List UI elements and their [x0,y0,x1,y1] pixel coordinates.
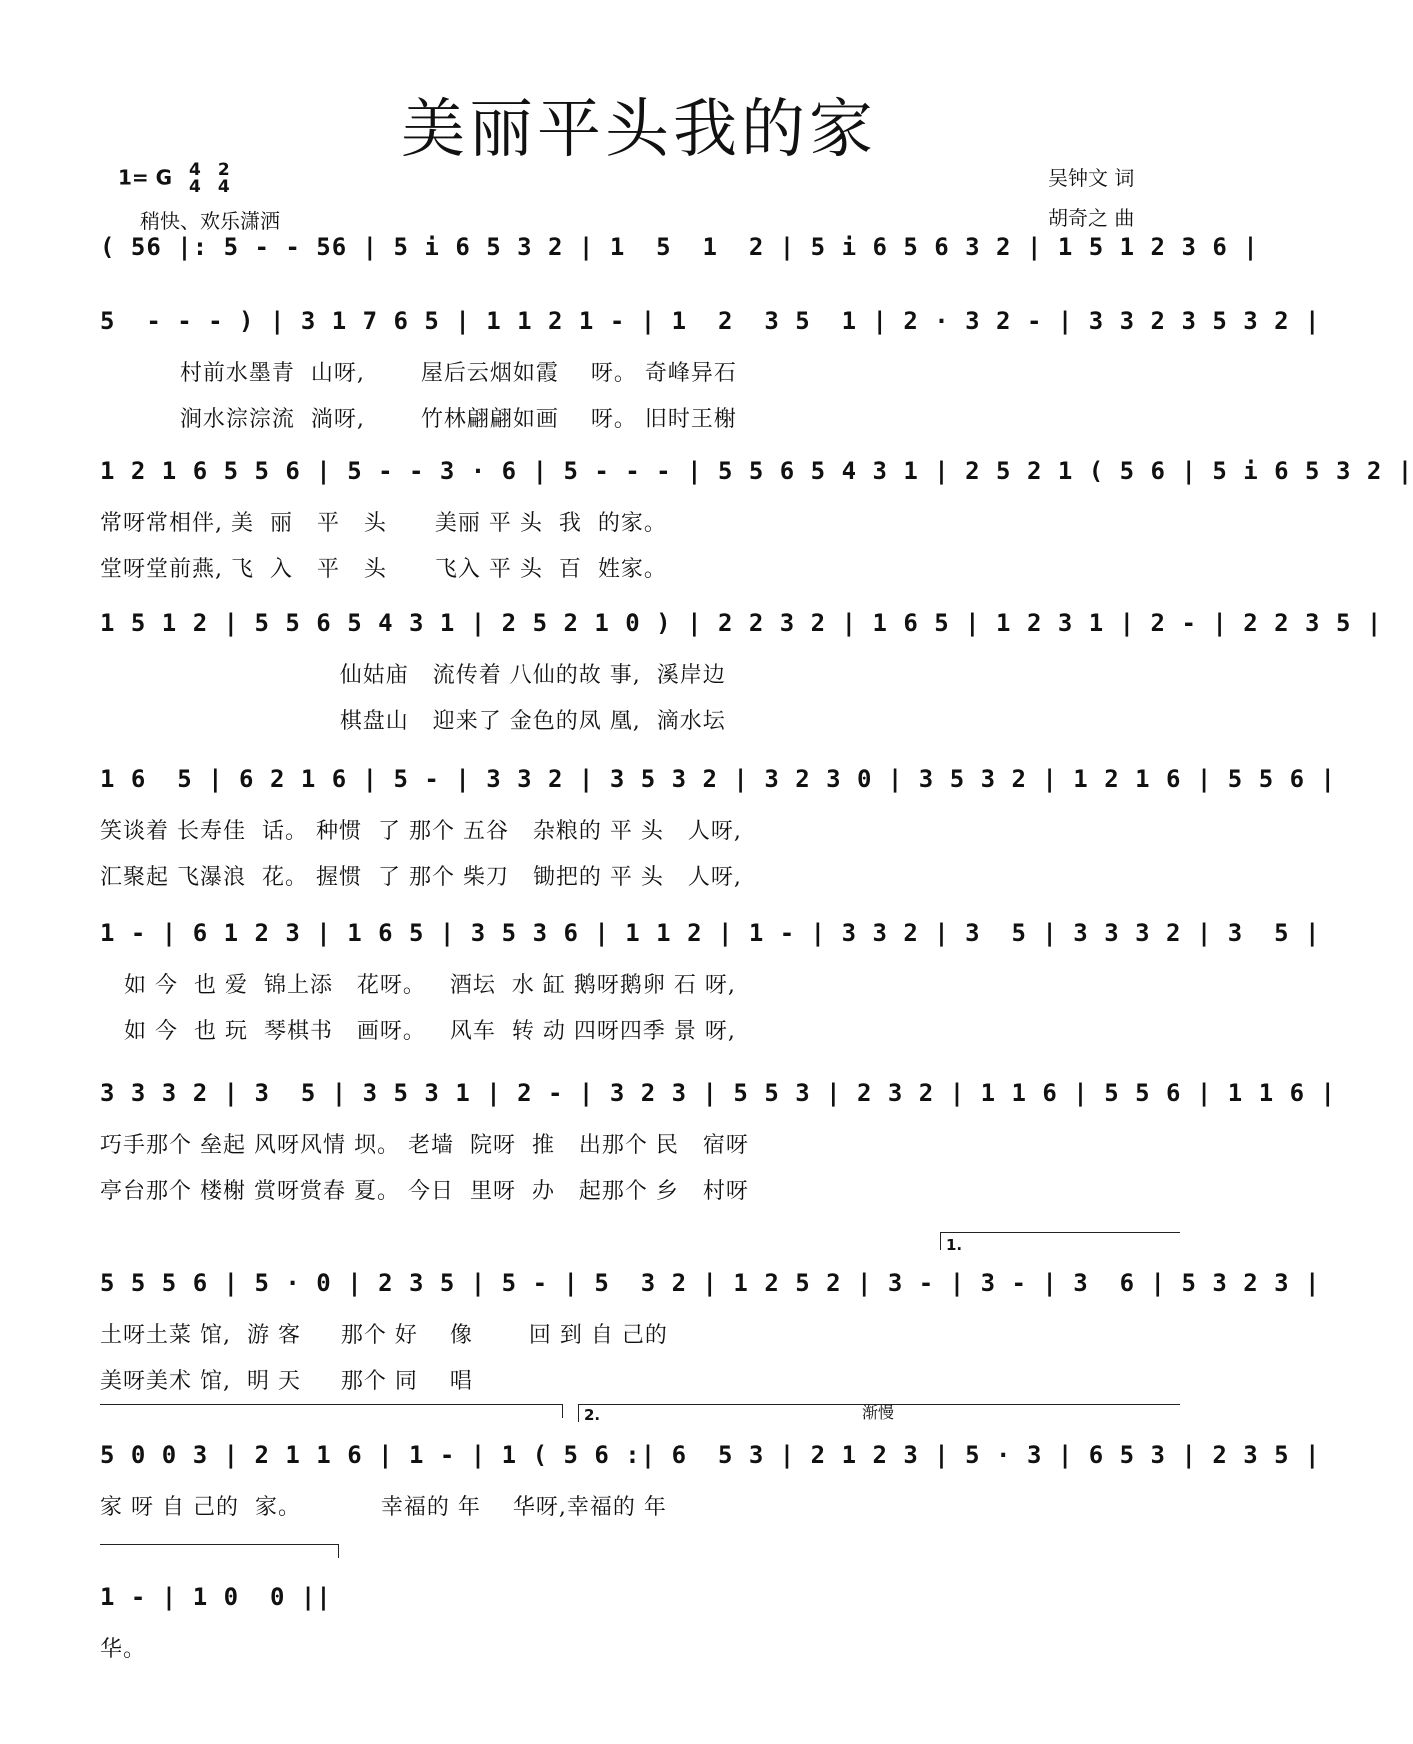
notation-line: 1 2 1 6 5 5 6 | 5 - - 3 · 6 | 5 - - - | 5 5 6 5 4 3 1 | 2 5 2 1 ( 5 6 | 5 i 6 5 3 2 | [100,457,1413,485]
lyrics-verse-1: 土呀土菜 馆, 游 客 那个 好 像 回 到 自 己的 [100,1323,668,1348]
lyrics-verse-1: 巧手那个 垒起 风呀风情 坝。 老墙 院呀 推 出那个 民 宿呀 [100,1133,749,1158]
page-title: 美丽平头我的家 [401,93,877,167]
volta-label-2: 2. [584,1406,601,1424]
notation-line: 5 5 5 6 | 5 · 0 | 2 3 5 | 5 - | 5 3 2 | 1 2 5 2 | 3 - | 3 - | 3 6 | 5 3 2 3 | [100,1269,1321,1297]
lyrics-verse-2: 堂呀堂前燕, 飞 入 平 头 飞入 平 头 百 姓家。 [100,557,667,582]
notation-line: 1 6 5 | 6 2 1 6 | 5 - | 3 3 2 | 3 5 3 2 | 3 2 3 0 | 3 5 3 2 | 1 2 1 6 | 5 5 6 | [100,765,1336,793]
notation-line: 1 5 1 2 | 5 5 6 5 4 3 1 | 2 5 2 1 0 ) | 2 2 3 2 | 1 6 5 | 1 2 3 1 | 2 - | 2 2 3 5 | [100,609,1383,637]
lyrics-verse-2: 棋盘山 迎来了 金色的凤 凰, 滴水坛 [100,709,726,734]
volta-end-line [100,1404,562,1405]
volta-bracket-1 [940,1232,1180,1233]
lyrics-verse-1: 华。 [100,1637,147,1662]
lyrics-verse-1: 村前水墨青 山呀, 屋后云烟如霞 呀。 奇峰异石 [100,361,737,386]
lyrics-verse-2: 汇聚起 飞瀑浪 花。 握惯 了 那个 柴刀 锄把的 平 头 人呀, [100,865,742,890]
notation-line: 5 0 0 3 | 2 1 1 6 | 1 - | 1 ( 5 6 :| 6 5 3 | 2 1 2 3 | 5 · 3 | 6 5 3 | 2 3 5 | [100,1441,1321,1469]
tie-line-edge [338,1544,339,1558]
time-signature-2: 2 4 [217,160,230,197]
lyrics-verse-2: 涧水淙淙流 淌呀, 竹林翩翩如画 呀。 旧时王榭 [100,407,737,432]
notation-line: 3 3 3 2 | 3 5 | 3 5 3 1 | 2 - | 3 2 3 | 5 5 3 | 2 3 2 | 1 1 6 | 5 5 6 | 1 1 6 | [100,1079,1336,1107]
lyrics-verse-2: 亭台那个 楼榭 赏呀赏春 夏。 今日 里呀 办 起那个 乡 村呀 [100,1179,749,1204]
lyrics-verse-2: 美呀美术 馆, 明 天 那个 同 唱 [100,1369,473,1394]
lyrics-verse-1: 家 呀 自 己的 家。 幸福的 年 华呀,幸福的 年 [100,1495,667,1520]
volta-bracket-1-edge [940,1232,941,1250]
lyrics-verse-2: 如 今 也 玩 琴棋书 画呀。 风车 转 动 四呀四季 景 呀, [100,1019,736,1044]
volta-end-line-edge [562,1404,563,1418]
lyrics-verse-1: 仙姑庙 流传着 八仙的故 事, 溪岸边 [100,663,726,688]
ritardando-marking: 渐慢 [862,1403,895,1422]
key-label: 1= G [118,165,173,190]
lyricist-credit: 吴钟文 词 [1048,166,1135,190]
notation-line: ( 56 |: 5 - - 56 | 5 i 6 5 3 2 | 1 5 1 2 | 5 i 6 5 6 3 2 | 1 5 1 2 3 6 | [100,233,1259,261]
lyrics-verse-1: 如 今 也 爱 锦上添 花呀。 酒坛 水 缸 鹅呀鹅卵 石 呀, [100,973,736,998]
tie-line [100,1544,338,1545]
volta-label-1: 1. [946,1236,963,1254]
notation-line: 1 - | 6 1 2 3 | 1 6 5 | 3 5 3 6 | 1 1 2 | 1 - | 3 3 2 | 3 5 | 3 3 3 2 | 3 5 | [100,919,1321,947]
volta-bracket-2-edge [578,1404,579,1422]
key-signature [118,162,230,196]
composer-credit: 胡奇之 曲 [1048,206,1135,230]
lyrics-verse-1: 常呀常相伴, 美 丽 平 头 美丽 平 头 我 的家。 [100,511,667,536]
time-signature-1: 4 4 [189,160,201,197]
notation-line: 1 - | 1 0 0 || [100,1583,332,1611]
notation-line: 5 - - - ) | 3 1 7 6 5 | 1 1 2 1 - | 1 2 3 5 1 | 2 · 3 2 - | 3 3 2 3 5 3 2 | [100,307,1321,335]
lyrics-verse-1: 笑谈着 长寿佳 话。 种惯 了 那个 五谷 杂粮的 平 头 人呀, [100,819,742,844]
tempo-marking: 稍快、欢乐潇洒 [140,209,280,233]
